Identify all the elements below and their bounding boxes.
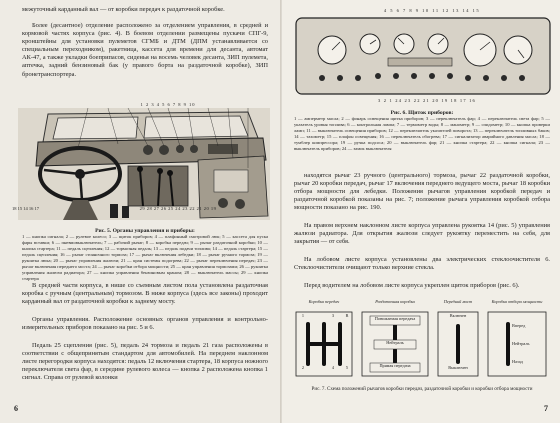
transfer-direct-label: Прямая передача (379, 363, 411, 368)
left-para-5: Педаль 25 сцепления (рис. 5), педаль 24 тормоза и педаль 21 газа расположены в соответствии с общепринятым стандартом для автомобилей. На переднем наклонном листе перегородки корпуса находятся: педаль 12 включения стартера, 18 корпуса ножного переключателя света фар, в середине рулевого колеса — кнопка 2 расположена кнопка 1 сигнал. Справа от рулевой колонки (22, 342, 268, 382)
left-para-4: Органы управления. Расположение основных органов управления и контрольно-измерительных приборов показано на рис. 5 и 6. (22, 316, 268, 332)
front-axle-on: Включен (449, 313, 467, 318)
left-page-number: 6 (14, 404, 18, 413)
figure-6-title: Рис. 6. Щиток приборов: (390, 110, 454, 116)
figure-5-callouts-top: 1 2 3 4 5 6 7 8 9 10 (140, 102, 196, 107)
right-para-1: находятся рычаг 23 ручного (центрального) тормоза, рычаг 22 раздаточной коробки, рычаг 20 коробки передач, рычаг 17 включения переднего ведущего моста, рычаг 18 коробки отбора мощности для лебедки. Положения рычагов управления коробкой передач и раздаточной коробкой показаны на рис. 7; положение рычага управления коробкой отбора мощности показано на рис. 190. (294, 172, 550, 212)
pto-title: Коробка отбора мощности (491, 299, 543, 304)
left-para-3: В средней части корпуса, в нише со съемным листом пола установлена раздаточная коробка с ручным (центральным) тормозом. В ниже корпуса (здесь все законы) проходит карданный вал от раздаточной коробки к заднему мосту. (22, 282, 268, 306)
transfer-neutral-label: Нейтраль (386, 340, 404, 345)
figure-5-controls-illustration (12, 102, 270, 224)
gear-reverse: R (345, 313, 349, 318)
figure-7-lever-diagrams (294, 300, 550, 382)
instrument-panel-drawing (292, 14, 554, 98)
gear-5: 5 (345, 365, 349, 370)
right-page (282, 0, 560, 423)
figure-6-callouts-top: 4 5 6 7 8 9 10 11 12 13 14 15 (383, 8, 481, 13)
figure-6-instrument-panel (292, 8, 554, 106)
figure-5-caption (22, 228, 268, 282)
figure-6-callouts-bottom: 3 2 1 24 23 22 21 20 19 18 17 16 (377, 98, 477, 103)
figure-5-callouts-left: 18 15 14 16 17 (12, 206, 39, 211)
pto-reverse: Назад (512, 359, 523, 364)
pto-forward: Вперед (512, 323, 526, 328)
right-para-3: На лобовом листе корпуса установлены два электрических стеклоочистителя 6. Стеклоочистители очищают только верхние стекла. (294, 256, 550, 272)
gear-1: 1 (301, 313, 305, 318)
figure-6-legend: 1 — амперметр масла; 2 — фонарь освещения щитка приборов; 3 — переключатель фар; 4 — переключатель света фар; 5 — указатель уровня топлива; 6 — контрольная лампа; 7 — термометр воды; 8 — манометр; 9 — спидометр; 10 — кнопка проверки ламп; 11 — выключатель освещения приборов; 12 — переключатель указателей поворота; 13 — переключатель топливных баков; 14 — тахометр; 15 — плафон освещения; 16 — переключатель обогрева; 17 — сигнализатор аварийного давления масла; 18 — тумблер компрессора; 19 — ручка подсоса; 20 — выключатель фар; 21 — кнопка стартера; 22 — кнопка сигнала; 23 — выключатель приборов; 24 — замок выключателя (294, 116, 550, 151)
transfer-low-label: Понижаемая передача (374, 316, 416, 321)
front-axle-off: Выключен (448, 365, 468, 370)
figure-6-caption (294, 110, 550, 152)
gear-2: 2 (301, 365, 305, 370)
figure-5-legend: 1 — кнопка сигнала; 2 — рулевое колесо; 3 — щиток приборов; 4 — плафонный смотровой люк; 5 — кассета для пуска фары вставки; 6 — пневмовыключатель; 7 — рабочий рычаг; 8 — коробка передач; 9 — рычаг раздаточной коробки; 10 — кнопка стартера; 11 — педаль сцепления; 12 — тормозная педаль; 13 — педаль подачи топлива; 14 — педаль стартера; 15 — педаль сцепления; 16 — рычаг стояночного тормоза; 17 — рычаг включения лебедки; 18 — рычаг ручного тормоза; 19 — рукоятка люка; 20 — рычаг управления жалюзи; 21 — кран системы подогрева; 22 — рычаг переключения передач; 23 — рычаг включения переднего моста; 24 — рычаг коробки отбора мощности; 25 — кран управления тормозами; 26 — рукоятка управления жалюзи радиатора; 27 — кнопка управления бензиновым краном; 28 — выключатель массы; 29 — кнопка стартера (22, 234, 268, 281)
figure-5-callouts-bottom: 29 28 27 26 25 24 23 22 21 20 19 (139, 206, 217, 211)
pto-neutral: Нейтраль (512, 341, 530, 346)
left-para-2: Более (десантное) отделение расположено за отделением управления, в средней и кормовой частях корпуса (рис. 4). В боевом отделении размещены пускачи СПГ-9, кронштейны для установки пулеметов СГМБ и ДТМ (ДПМ устанавливается со специальным переходником), ракетница, кассета для времени для десанта, автомат АК-47, а также укладки боеприпасов, сиденья на восемь человек десанта, ЗИП пулемета, аптечка, задний бензиновый бак (у правого борта на раздаточной коробке), ЗИП бронетранспортера. (22, 22, 268, 78)
right-page-number: 7 (544, 404, 548, 413)
front-axle-title: Передний мост (443, 299, 473, 304)
gear-4: 4 (331, 365, 335, 370)
figure-7-caption: Рис. 7. Схема положений рычагов коробки передач, раздаточной коробки и коробки отбора мощности (311, 386, 533, 392)
gearbox-title: Коробка передач (308, 299, 340, 304)
right-para-2: На правом верхнем наклонном листе корпуса управлена рукоятка 14 (рис. 5) управления жалюзи радиатора. Для открытия жалюзи следует рукоятку переместить на себя, для закрытия — от себя. (294, 222, 550, 246)
dashboard-drawing (18, 108, 270, 220)
left-para-1: межуточный карданный вал — от коробки передач к раздаточной коробке. (22, 6, 225, 13)
gear-3: 3 (331, 313, 335, 318)
right-para-4: Перед водителем на лобовом листе корпуса укреплен щиток приборов (рис. 6). (304, 282, 520, 289)
transfer-case-title: Раздаточная коробка (375, 299, 415, 304)
figure-5-title: Рис. 5. Органы управления и приборы: (95, 228, 195, 234)
